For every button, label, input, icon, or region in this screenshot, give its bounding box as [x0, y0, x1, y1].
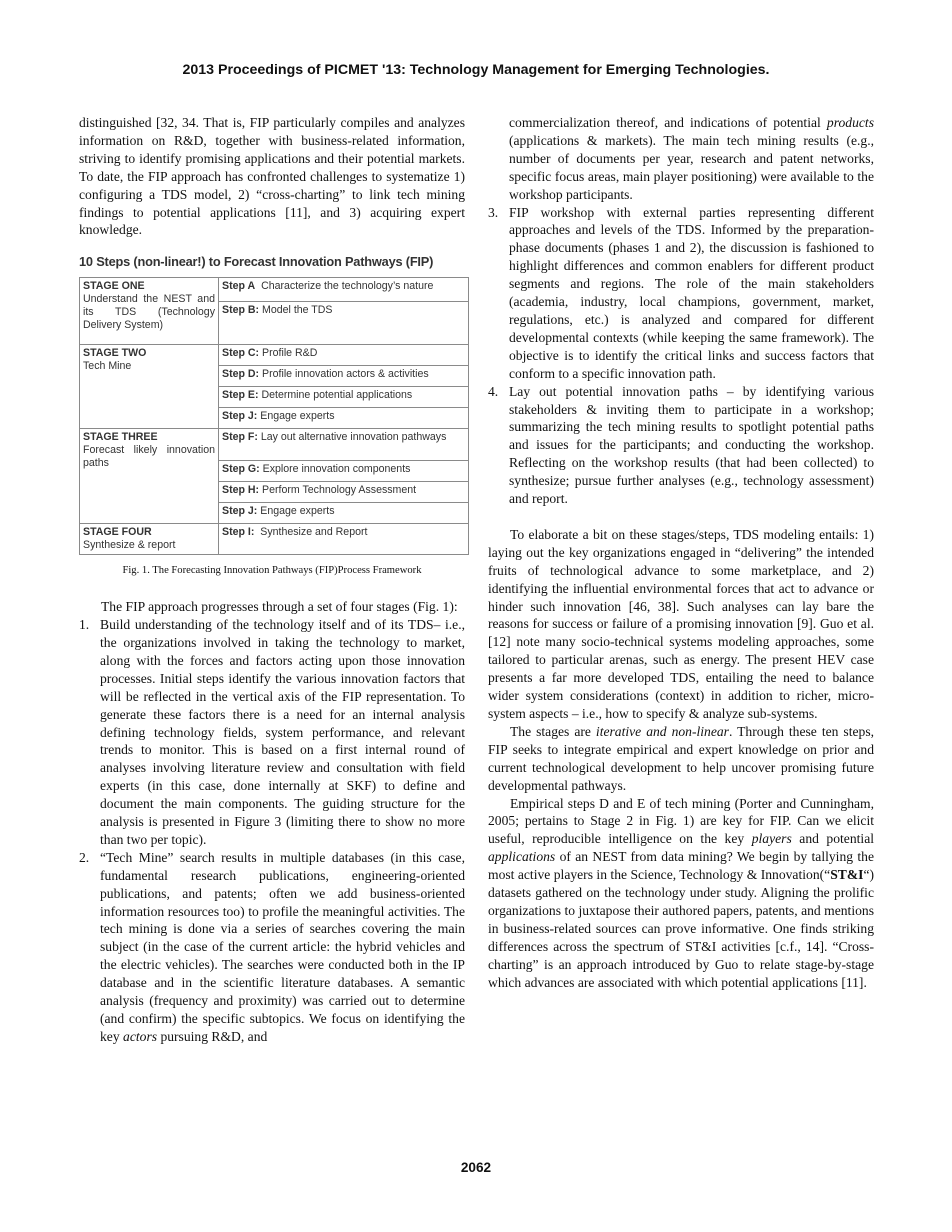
list-item-continued: commercialization thereof, and indications of potential products (applications & markets). The main tech mining results (e.g., number of documents per year, research and patent networks, specific focus areas, main player positioning) were available to the workshop participants.	[509, 115, 874, 202]
stage-desc: Understand the NEST and its TDS (Technology Delivery System)	[83, 293, 215, 332]
step-cell: Step H: Perform Technology Assessment	[219, 482, 469, 503]
list-item: 3. FIP workshop with external parties representing different approaches and levels of the TDS. Informed by the preparation-phase documents (phases 1 and 2), the discussion is fashioned to highlight differences and common enablers for different product segments and regions. The role of the main stakeholders (academia, industry, local champions, government, market, regulations, etc.) is analyzed and compared for different developmental contexts (while keeping the same framework). The objective is to identify the critical links and success factors that conform to a specific innovation path.	[488, 204, 874, 381]
stage-list	[79, 616, 465, 1046]
stage-desc: Synthesize & report	[83, 539, 176, 552]
list-item: 4. Lay out potential innovation paths – by identifying various stakeholders & inviting them to participate in a workshop; summarizing the tech mining results to spotlight potential paths and issues for the participants; and conducting the workshop. Reflecting on the workshop results (that had been collected) to synthesize; pursue further analyses (e.g., technology assessment) and report.	[488, 383, 874, 507]
page-number: 2062	[460, 1160, 492, 1175]
step-cell: Step F: Lay out alternative innovation pathways	[219, 429, 469, 461]
stage-four-cell	[80, 524, 219, 555]
step-cell: Step C: Profile R&D	[219, 345, 469, 366]
paragraph: The stages are iterative and non-linear. Through these ten steps, FIP seeks to integrate empirical and expert knowledge on prior and current technological development to help uncover promising future developmental pathways.	[488, 723, 875, 793]
step-cell: Step A Characterize the technology’s nature	[219, 278, 469, 302]
figure-1	[79, 253, 465, 580]
stage-list-continued	[488, 114, 874, 508]
left-column	[79, 114, 465, 1046]
step-cell: Step B: Model the TDS	[219, 302, 469, 345]
paragraph: Empirical steps D and E of tech mining (Porter and Cunningham, 2005; pertains to Stage 2 in Fig. 1) are key for FIP. Can we elicit useful, reproducible intelligence on the key players and potential applications of an NEST from data mining? We begin by tallying the most active players in the Science, Technology & Innovation(“ST&I“) datasets gathered on the technology under study. Aligning the prolific organizations to juxtapose their authored papers, patents, and mentions in business-related sources can prove informative. One finds striking differences across the spectrum of ST&I activities [c.f., 14]. “Cross-charting” is an approach introduced by Guo to relate stage-by-stage which advances are associated with which potential applications [11].	[488, 795, 874, 990]
stage-name: STAGE THREE	[83, 431, 158, 444]
step-cell: Step G: Explore innovation components	[219, 461, 469, 482]
list-item: 1. Build understanding of the technology itself and of its TDS– i.e., the organizations involved in taking the technology to market, along with the forces and factors acting upon those innovation processes. Initial steps identify the various innovation factors that will be reflected in the vertical axis of the FIP representation. To generate these factors there is a need for an internal analysis defining technology fields, system performance, and relevant trends to monitor. This is based on a first internal round of analyses involving literature review and consultation with field experts (in this case, done internally at SKF) to define and document the main components. The guiding structure for the analysis is presented in Figure 3 (limiting there to show no more than two per topic).	[79, 617, 465, 847]
fip-framework-table	[79, 277, 469, 555]
paragraph: The FIP approach progresses through a set of four stages (Fig. 1):	[101, 599, 458, 615]
figure-caption: Fig. 1. The Forecasting Innovation Pathways (FIP)Process Framework	[122, 565, 422, 577]
stage-name: STAGE ONE	[83, 280, 145, 293]
stage-name: STAGE FOUR	[83, 526, 152, 539]
step-cell: Step I: Synthesize and Report	[219, 524, 469, 555]
stage-desc: Tech Mine	[83, 360, 132, 373]
paragraph: distinguished [32, 34. That is, FIP particularly compiles and analyzes information on R&D, together with business-related information, striving to identify promising applications and their potential markets. To date, the FIP approach has confronted challenges to systematize 1) configuring a TDS model, 2) “cross-charting” to link tech mining findings to potential applications [11], and 3) acquiring expert knowledge.	[79, 115, 465, 238]
figure-title: 10 Steps (non-linear!) to Forecast Innovation Pathways (FIP)	[79, 254, 434, 270]
stage-one-cell	[80, 278, 219, 345]
stage-name: STAGE TWO	[83, 347, 147, 360]
step-cell: Step J: Engage experts	[219, 408, 469, 429]
stage-two-cell	[80, 345, 219, 429]
paragraph: To elaborate a bit on these stages/steps, TDS modeling entails: 1) laying out the key organizations engaged in “delivering” the intended fruits of technological advance to some marketplace, and 2) identifying the influential environmental forces that act to advance or hinder such innovation [46, 38]. Such analyses can lay bare the reasons for success or failure of a promising innovation [9]. Guo et al. [12] note many socio-technical systems modeling approaches, some tailored to particular arenas, such as energy. The present HEV case presents a far more developed TDS, entailing the need to balance wider system considerations (context) in addition to richer, micro-system aspects – i.e., how to specify & analyze sub-systems.	[488, 526, 874, 721]
step-cell: Step J: Engage experts	[219, 503, 469, 524]
step-cell: Step E: Determine potential applications	[219, 387, 469, 408]
stage-three-cell	[80, 429, 219, 524]
step-cell: Step D: Profile innovation actors & activities	[219, 366, 469, 387]
stage-desc: Forecast likely innovation paths	[83, 444, 215, 470]
list-item: 2. “Tech Mine” search results in multiple databases (in this case, fundamental research publications, engineering-oriented publications, and patents; often we add business-oriented information resources too) to profile the meaningful activities. The tech mining is done via a series of searches covering the main subject (in the case of the current article: the hybrid vehicles and the electric vehicles). The searches were conducted both in the IP database and in the scientific literature databases. A semantic analysis (frequency and proximity) was carried out to determine (and confirm) the specific subtopics. We focus on identifying the key actors pursuing R&D, and	[79, 849, 465, 1044]
running-header: 2013 Proceedings of PICMET '13: Technology Management for Emerging Technologies.	[182, 62, 770, 78]
right-column	[488, 114, 874, 992]
